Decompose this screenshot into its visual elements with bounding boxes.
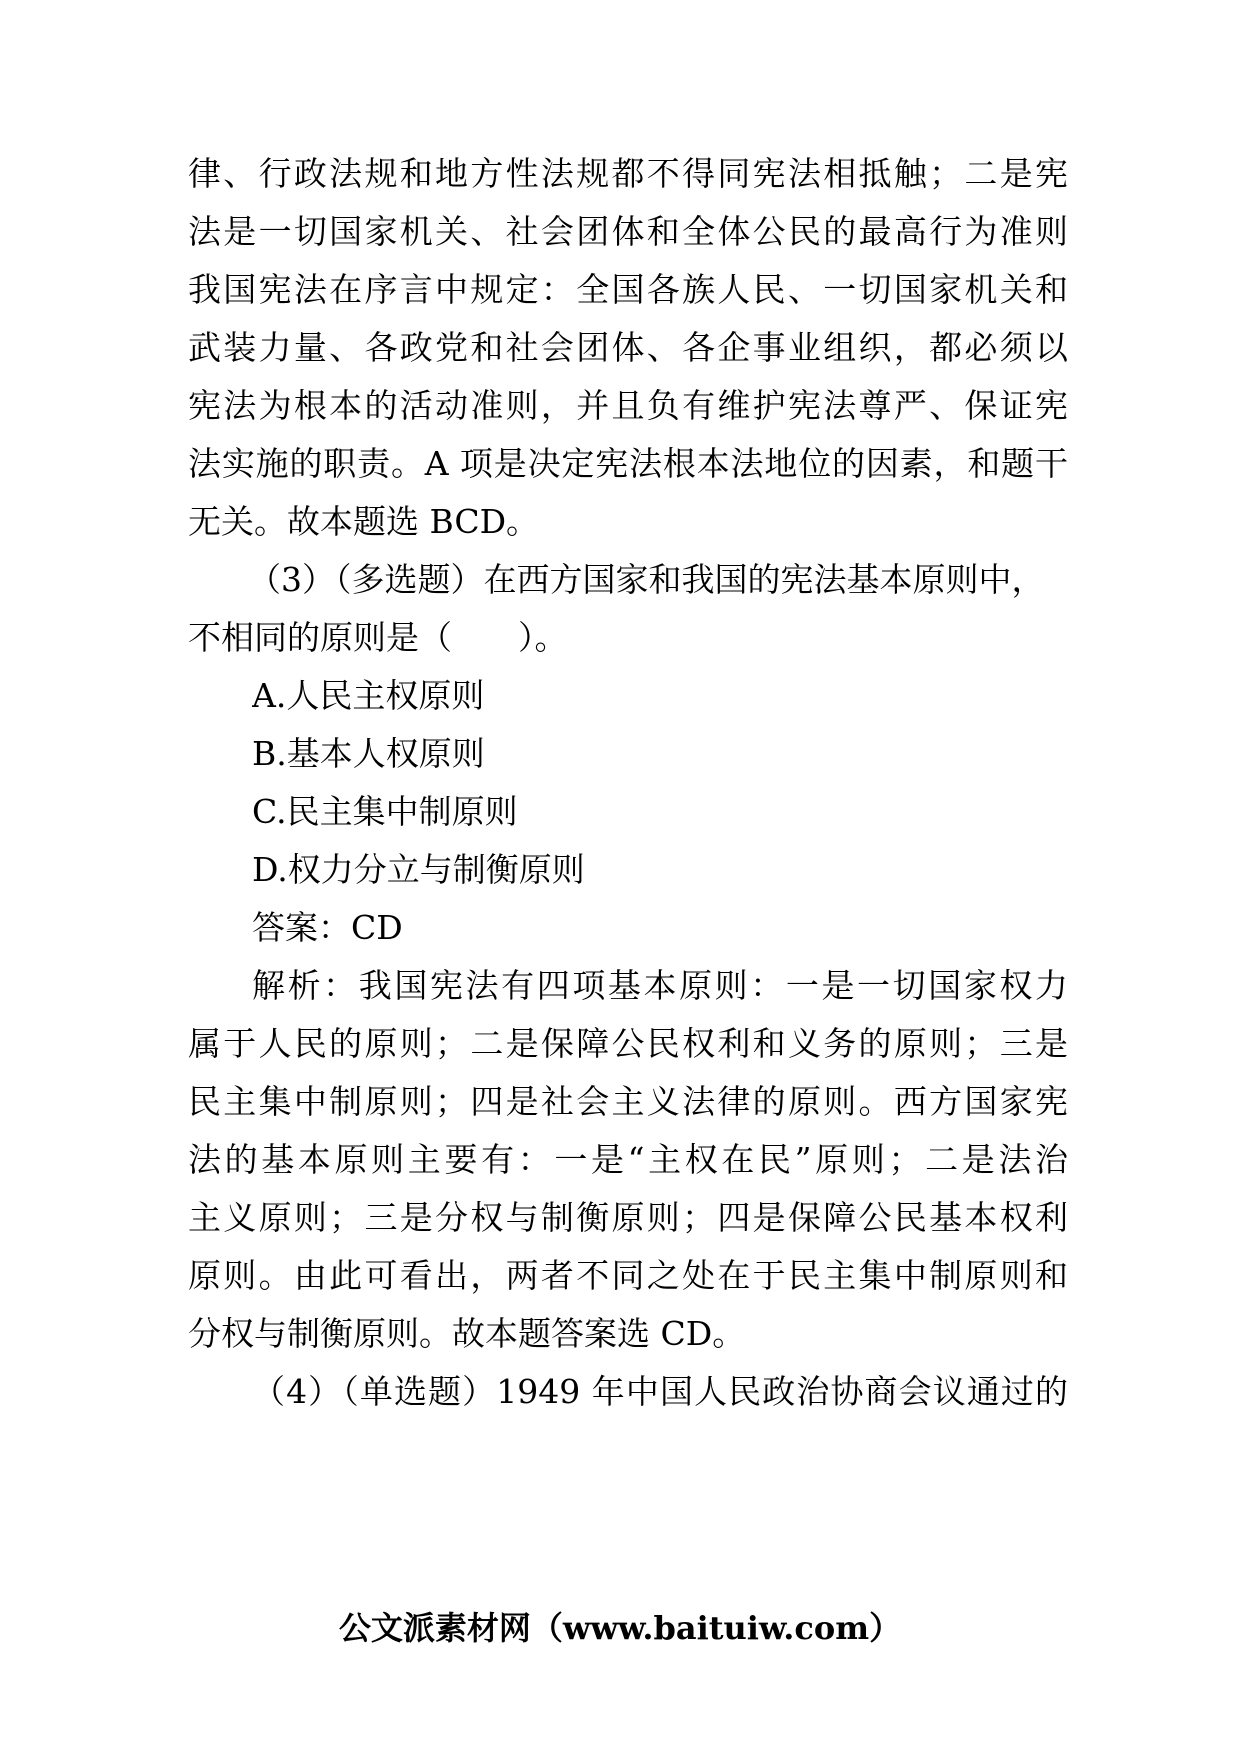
analysis-line: 原则。由此可看出，两者不同之处在于民主集中制原则和 bbox=[188, 1256, 1068, 1295]
option-a: A.人民主权原则 bbox=[252, 676, 485, 715]
analysis-line: 民主集中制原则；四是社会主义法律的原则。西方国家宪 bbox=[188, 1082, 1068, 1121]
analysis-line: 主义原则；三是分权与制衡原则；四是保障公民基本权利 bbox=[188, 1198, 1068, 1237]
option-b: B.基本人权原则 bbox=[252, 734, 485, 773]
option-d: D.权力分立与制衡原则 bbox=[252, 850, 585, 889]
question-4-stem: （4）（单选题）1949 年中国人民政治协商会议通过的 bbox=[252, 1372, 1068, 1411]
body-text-line: 武装力量、各政党和社会团体、各企事业组织，都必须以 bbox=[188, 328, 1068, 367]
footer-watermark: 公文派素材网（www.baituiw.com） bbox=[338, 1609, 902, 1647]
body-text-line: 法实施的职责。A 项是决定宪法根本法地位的因素，和题干 bbox=[188, 444, 1068, 483]
body-text-line: 宪法为根本的活动准则，并且负有维护宪法尊严、保证宪 bbox=[188, 386, 1068, 425]
body-text-line: 我国宪法在序言中规定：全国各族人民、一切国家机关和 bbox=[188, 270, 1068, 309]
analysis-line: 属于人民的原则；二是保障公民权利和义务的原则；三是 bbox=[188, 1024, 1068, 1063]
analysis-line: 法的基本原则主要有：一是“主权在民”原则；二是法治 bbox=[188, 1140, 1068, 1179]
question-3-stem: （3）（多选题）在西方国家和我国的宪法基本原则中， bbox=[248, 560, 1045, 599]
answer-line: 答案：CD bbox=[252, 908, 403, 947]
option-c: C.民主集中制原则 bbox=[252, 792, 518, 831]
question-3-stem-continued: 不相同的原则是（ ）。 bbox=[188, 618, 568, 657]
body-text-line: 律、行政法规和地方性法规都不得同宪法相抵触；二是宪 bbox=[188, 154, 1068, 193]
body-text-line: 无关。故本题选 BCD。 bbox=[188, 502, 540, 541]
analysis-line: 解析：我国宪法有四项基本原则：一是一切国家权力 bbox=[252, 966, 1068, 1005]
analysis-line: 分权与制衡原则。故本题答案选 CD。 bbox=[188, 1314, 746, 1353]
body-text-line: 法是一切国家机关、社会团体和全体公民的最高行为准则 bbox=[188, 212, 1068, 251]
